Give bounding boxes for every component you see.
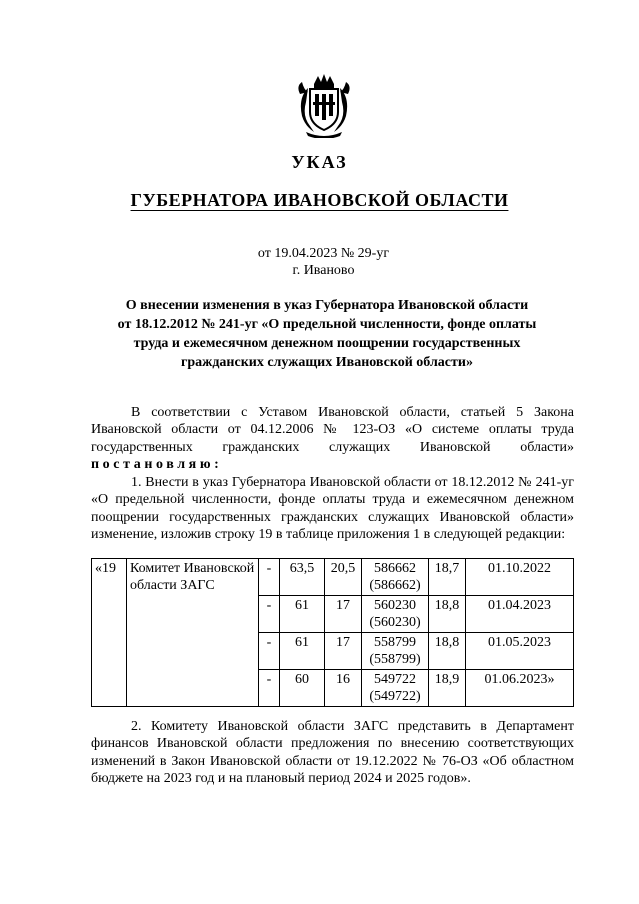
document-issuer — [0, 190, 639, 211]
coat-of-arms-icon — [296, 72, 352, 138]
annex-table — [91, 558, 574, 707]
fund-value: 560230 — [374, 598, 416, 613]
fund-value: 558799 — [374, 635, 416, 650]
table-cell: 63,5 — [280, 559, 325, 596]
table-cell — [362, 633, 429, 670]
issuer-text: ГУБЕРНАТОРА ИВАНОВСКОЙ ОБЛАСТИ — [130, 190, 509, 210]
table-cell: 17 — [325, 596, 362, 633]
fund-value-previous: (549722) — [369, 689, 421, 704]
decree-word: постановляю: — [91, 457, 223, 473]
table-cell — [362, 596, 429, 633]
table-cell: 18,8 — [429, 633, 466, 670]
table-cell: 20,5 — [325, 559, 362, 596]
preamble-paragraph — [91, 404, 574, 474]
table-cell: - — [259, 670, 280, 707]
item-2-paragraph: 2. Комитету Ивановской области ЗАГС представить в Департамент финансов Ивановской области предложения по внесению соответствующих изменений в Закон Ивановской области от 19.12.2022 № 76-ОЗ «Об областном бюджете на 2023 год и на плановый период 2024 и 2025 годов». — [91, 719, 574, 787]
table-cell: 01.06.2023» — [466, 670, 574, 707]
table-cell: 01.05.2023 — [466, 633, 574, 670]
document-date-number: от 19.04.2023 № 29-уг — [257, 246, 390, 261]
table-row — [92, 559, 574, 596]
table-cell: - — [259, 596, 280, 633]
fund-value: 586662 — [374, 561, 416, 576]
item-1-paragraph: 1. Внести в указ Губернатора Ивановской области от 18.12.2012 № 241-уг «О предельной численности, фонде оплаты труда и ежемесячном денежном поощрении государственных гражданских служащих Ивановской области» изменение, изложив строку 19 в таблице приложения 1 в следующей редакции: — [91, 475, 574, 543]
fund-value-previous: (586662) — [369, 578, 421, 593]
subject-line: О внесении изменения в указ Губернатора Ивановской области — [125, 298, 529, 313]
table-cell: 18,9 — [429, 670, 466, 707]
document-place: г. Иваново — [292, 263, 355, 278]
subject-line: от 18.12.2012 № 241-уг «О предельной численности, фонде оплаты — [117, 317, 537, 332]
fund-value: 549722 — [374, 672, 416, 687]
table-cell — [362, 670, 429, 707]
table-cell: 18,8 — [429, 596, 466, 633]
subject-line: труда и ежемесячном денежном поощрении государственных — [133, 336, 521, 351]
table-cell: - — [259, 633, 280, 670]
subject-line: гражданских служащих Ивановской области» — [181, 355, 473, 370]
document-subject — [90, 296, 564, 372]
table-cell — [362, 559, 429, 596]
table-cell: 17 — [325, 633, 362, 670]
table-cell: 61 — [280, 633, 325, 670]
fund-value-previous: (558799) — [369, 652, 421, 667]
table-cell: 18,7 — [429, 559, 466, 596]
table-cell: 16 — [325, 670, 362, 707]
row-number-cell: «19 — [92, 559, 127, 707]
organization-cell: Комитет Ивановской области ЗАГС — [127, 559, 259, 707]
table-cell: 01.04.2023 — [466, 596, 574, 633]
fund-value-previous: (560230) — [369, 615, 421, 630]
table-cell: - — [259, 559, 280, 596]
preamble-text: В соответствии с Уставом Ивановской области, статьей 5 Закона Ивановской области от 04.12.2006 № 123-ОЗ «О системе оплаты труда государственных гражданских служащих Ивановской области» — [91, 405, 574, 455]
table-cell: 01.10.2022 — [466, 559, 574, 596]
document-type: УКАЗ — [291, 152, 348, 172]
table-cell: 60 — [280, 670, 325, 707]
table-cell: 61 — [280, 596, 325, 633]
